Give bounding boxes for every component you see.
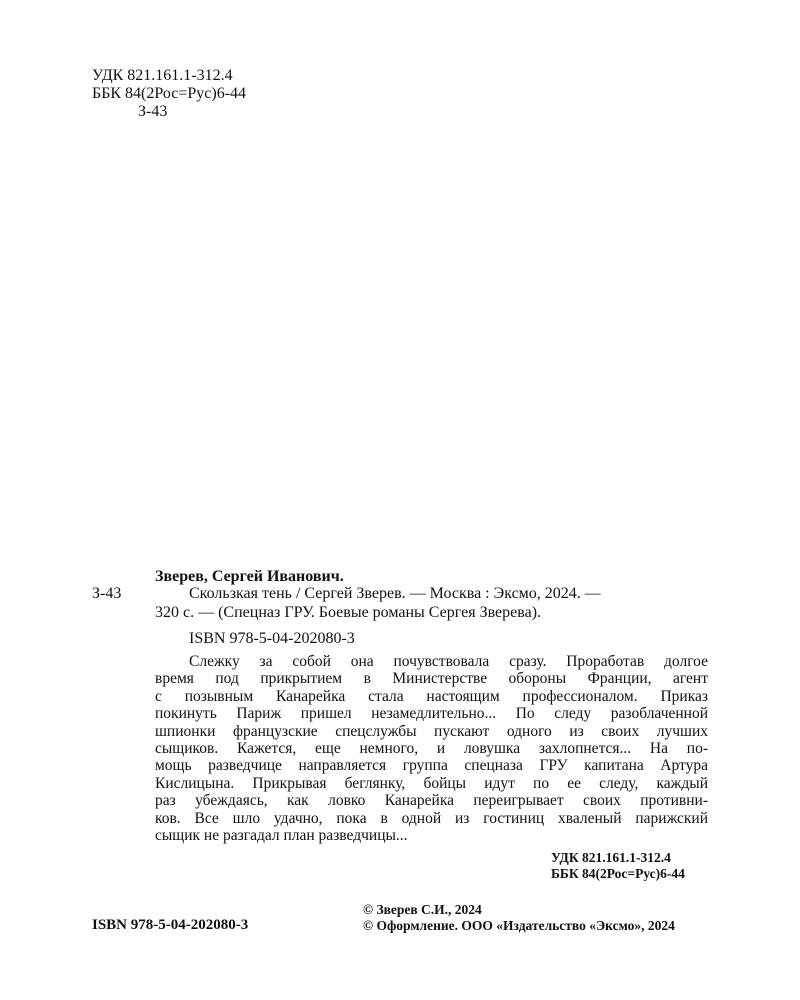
- description-line-1: Скользкая тень / Сергей Зверев. — Москва : Эксмо, 2024. —: [189, 585, 601, 602]
- record-author-mark: З-43: [92, 585, 122, 602]
- annotation: [155, 653, 708, 844]
- annotation-line: время под прикрытием в Министерстве обороны Франции, агент: [155, 670, 708, 688]
- footer-isbn: ISBN 978-5-04-202080-3: [92, 917, 249, 933]
- copyright-author: © Зверев С.И., 2024: [363, 902, 482, 917]
- annotation-line: Кислицына. Прикрывая беглянку, бойцы идут по ее следу, каждый: [155, 774, 708, 792]
- author-mark: З-43: [138, 103, 168, 120]
- annotation-line: покинуть Париж пришел незамедлительно... По следу разоблаченной: [155, 705, 708, 723]
- annotation-line: сыщиков. Кажется, еще немного, и ловушка захлопнется... На по-: [155, 740, 708, 758]
- bottom-bbk-code: ББК 84(2Рос=Рус)6-44: [551, 866, 685, 881]
- isbn-record: ISBN 978-5-04-202080-3: [189, 630, 355, 647]
- annotation-line: шпионки французские спецслужбы пускают одного из своих лучших: [155, 722, 708, 740]
- annotation-line: сыщик не разгадал план разведчицы...: [155, 827, 408, 845]
- annotation-line: раз убеждаясь, как ловко Канарейка переигрывает своих противни-: [155, 792, 708, 810]
- udk-code: УДК 821.161.1-312.4: [92, 67, 233, 84]
- annotation-line: мощь разведчице направляется группа спецназа ГРУ капитана Артура: [155, 757, 708, 775]
- copyright-design: © Оформление. ООО «Издательство «Эксмо», 2024: [363, 918, 675, 933]
- annotation-line: Слежку за собой она почувствовала сразу. Проработав долгое: [189, 653, 708, 670]
- bbk-code: ББК 84(2Рос=Рус)6-44: [92, 85, 247, 102]
- author-heading: Зверев, Сергей Иванович.: [155, 568, 344, 585]
- top-classification: [92, 67, 246, 121]
- annotation-line: с позывным Канарейка стала настоящим профессионалом. Приказ: [155, 687, 708, 705]
- description-line-2: 320 с. — (Спецназ ГРУ. Боевые романы Сергея Зверева).: [155, 604, 542, 621]
- bottom-udk-code: УДК 821.161.1-312.4: [551, 850, 671, 865]
- annotation-line: ков. Все шло удачно, пока в одной из гостиниц хваленый парижский: [155, 809, 708, 827]
